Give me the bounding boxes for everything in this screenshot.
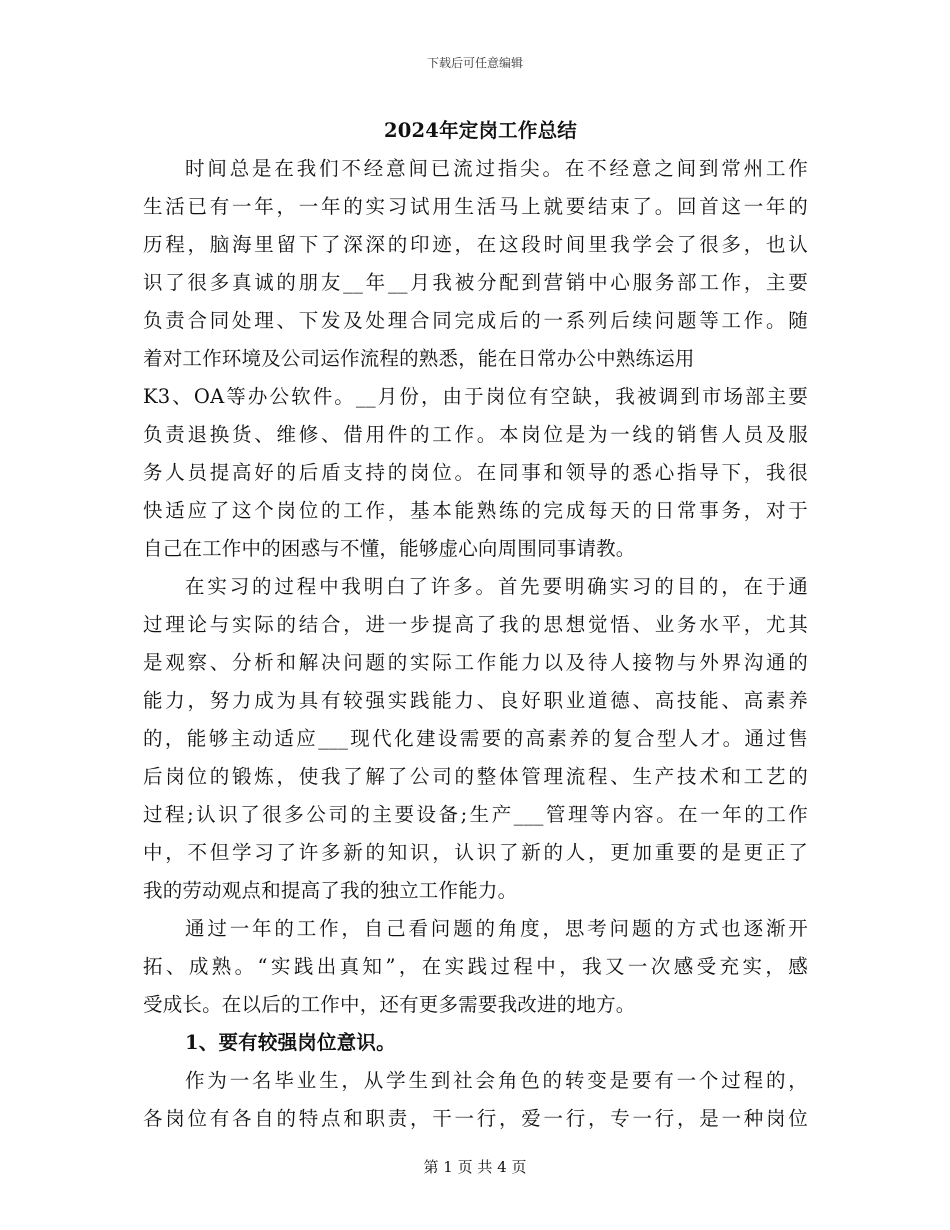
text-line: 受成长。在以后的工作中，还有更多需要我改进的地方。	[143, 993, 636, 1016]
text-line: 历程，脑海里留下了深深的印迹，在这段时间里我学会了很多，也认	[143, 233, 808, 256]
text-line: 在实习的过程中我明白了许多。首先要明确实习的目的，在于通	[185, 575, 808, 598]
text-line: 务人员提高好的后盾支持的岗位。在同事和领导的悉心指导下，我很	[143, 461, 808, 484]
text-line: 是观察、分析和解决问题的实际工作能力以及待人接物与外界沟通的	[143, 651, 808, 674]
text-line: 通过一年的工作，自己看问题的角度，思考问题的方式也逐渐开	[185, 917, 808, 940]
text-line: K3、OA等办公软件。__月份，由于岗位有空缺，我被调到市场部主要	[143, 385, 808, 408]
text-line: 中，不但学习了许多新的知识，认识了新的人，更加重要的是更正了	[143, 841, 808, 864]
text-line: 作为一名毕业生，从学生到社会角色的转变是要有一个过程的，	[185, 1069, 808, 1092]
text-line: 后岗位的锻炼，使我了解了公司的整体管理流程、生产技术和工艺的	[143, 765, 808, 788]
text-line: 负责退换货、维修、借用件的工作。本岗位是为一线的销售人员及服	[143, 423, 808, 446]
text-line: 我的劳动观点和提高了我的独立工作能力。	[143, 879, 518, 902]
text-line: 时间总是在我们不经意间已流过指尖。在不经意之间到常州工作	[185, 157, 808, 180]
page-footer-pagination: 第 1 页 共 4 页	[423, 1158, 527, 1176]
document-body	[143, 112, 808, 1138]
text-line: 拓、成熟。“实践出真知”，在实践过程中，我又一次感受充实，感	[143, 955, 808, 978]
text-line: 过理论与实际的结合，进一步提高了我的思想觉悟、业务水平，尤其	[143, 613, 808, 636]
text-line: 识了很多真诚的朋友__年__月我被分配到营销中心服务部工作，主要	[143, 271, 808, 294]
text-line: 快适应了这个岗位的工作，基本能熟练的完成每天的日常事务，对于	[143, 499, 808, 522]
text-line: 能力，努力成为具有较强实践能力、良好职业道德、高技能、高素养	[143, 689, 808, 712]
paragraph-lines	[143, 150, 808, 1138]
text-line: 负责合同处理、下发及处理合同完成后的一系列后续问题等工作。随	[143, 309, 808, 332]
text-line: 的，能够主动适应___现代化建设需要的高素养的复合型人才。通过售	[143, 727, 808, 750]
text-line: 各岗位有各自的特点和职责，干一行，爱一行，专一行，是一种岗位	[143, 1107, 808, 1130]
text-line: 过程;认识了很多公司的主要设备;生产___管理等内容。在一年的工作	[143, 803, 808, 826]
text-line: 生活已有一年，一年的实习试用生活马上就要结束了。回首这一年的	[143, 195, 808, 218]
document-title: 2024年定岗工作总结	[384, 119, 577, 142]
text-line: 着对工作环境及公司运作流程的熟悉，能在日常办公中熟练运用	[143, 347, 695, 370]
page-header-note: 下载后可任意编辑	[426, 56, 523, 70]
section-heading: 1、要有较强岗位意识。	[185, 1031, 396, 1054]
text-line: 自己在工作中的困惑与不懂，能够虚心向周围同事请教。	[143, 537, 636, 560]
